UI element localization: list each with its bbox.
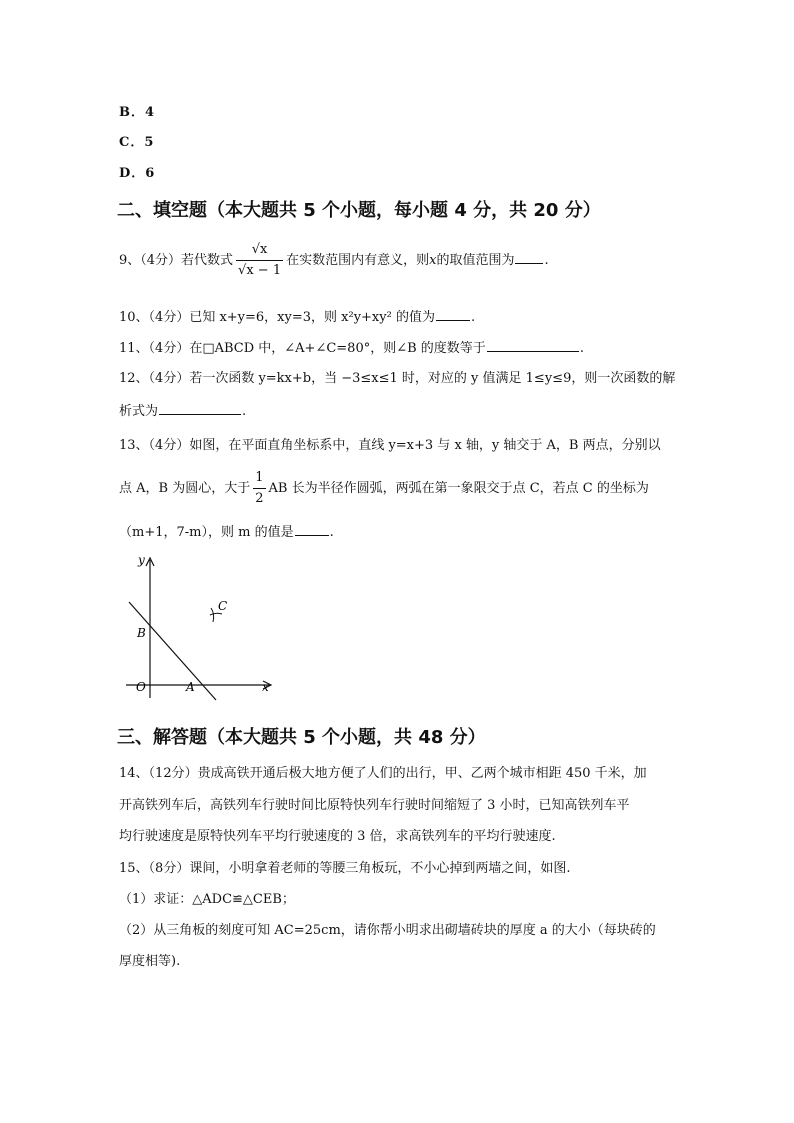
q10-text: 10、（4分）已知 x+y=6，xy=3，则 x²y+xy² 的值为 <box>119 310 435 325</box>
arc-mark-2 <box>210 613 222 615</box>
q13-frac-num: 1 <box>253 468 265 489</box>
q9-fraction <box>236 240 283 281</box>
q9-suffix: 的取值范围为 <box>436 253 515 268</box>
question-14-line-2: 开高铁列车后，高铁列车行驶时间比原特快列车行驶时间缩短了 3 小时，已知高铁列车平 <box>119 798 630 813</box>
question-13-line-3 <box>119 523 334 542</box>
question-12-line-1: 12、（4分）若一次函数 y=kx+b，当 −3≤x≤1 时，对应的 y 值满足 1≤y≤9，则一次函数的解 <box>119 371 676 386</box>
question-14-line-1: 14、（12分）贵成高铁开通后极大地方便了人们的出行，甲、乙两个城市相距 450 千米，加 <box>119 766 647 781</box>
question-15-part-2-line-2: 厚度相等). <box>119 954 181 969</box>
q9-numerator: √x <box>236 240 283 261</box>
q13-answer-blank[interactable] <box>295 523 329 536</box>
origin-label: O <box>136 680 146 694</box>
q9-var: x <box>429 253 437 268</box>
q13-line3-prefix: （m+1，7-m），则 m 的值是 <box>119 525 294 540</box>
q9-answer-blank[interactable] <box>515 251 543 264</box>
q9-prefix: 9、（4分）若代数式 <box>119 253 234 268</box>
question-13-line-2 <box>119 468 649 509</box>
q13-end: . <box>329 525 334 540</box>
q10-answer-blank[interactable] <box>436 308 470 321</box>
question-12-line-2 <box>119 402 246 421</box>
question-10 <box>119 308 475 327</box>
q9-end: . <box>544 253 549 268</box>
q13-line2-prefix: 点 A，B 为圆心，大于 <box>119 481 251 496</box>
question-15-part-2-line-1: （2）从三角板的刻度可知 AC=25cm，请你帮小明求出砌墙砖块的厚度 a 的大小（每块砖的 <box>119 923 656 938</box>
q13-coordinate-figure <box>118 548 282 706</box>
q13-line2-suffix: AB 长为半径作圆弧，两弧在第一象限交于点 C，若点 C 的坐标为 <box>268 481 649 496</box>
question-15-part-1: （1）求证：△ADC≌△CEB； <box>119 892 295 907</box>
q13-frac-den: 2 <box>255 491 264 506</box>
q11-answer-blank[interactable] <box>487 339 579 352</box>
q11-end: . <box>579 341 584 356</box>
q10-end: . <box>470 310 476 325</box>
point-c-label: C <box>218 599 228 613</box>
arc-mark-1 <box>211 608 214 622</box>
point-b-label: B <box>137 626 146 640</box>
question-9 <box>119 240 549 281</box>
section-3-title: 三、解答题（本大题共 5 个小题，共 48 分） <box>117 727 486 748</box>
q9-mid: 在实数范围内有意义，则 <box>286 253 430 268</box>
point-a-label: A <box>186 680 195 694</box>
option-b: B．4 <box>119 105 156 120</box>
option-c: C．5 <box>119 135 155 150</box>
q12-answer-blank[interactable] <box>159 402 241 415</box>
q13-fraction <box>253 468 265 509</box>
question-11 <box>119 339 584 358</box>
q11-text: 11、（4分）在□ABCD 中，∠A+∠C=80°，则∠B 的度数等于 <box>119 341 486 356</box>
q12-end: . <box>242 404 247 419</box>
option-d: D．6 <box>119 166 156 181</box>
question-14-line-3: 均行驶速度是原特快列车平均行驶速度的 3 倍，求高铁列车的平均行驶速度. <box>119 829 556 844</box>
q9-denominator: √x − 1 <box>238 263 282 278</box>
question-15-line-1: 15、（8分）课间，小明拿着老师的等腰三角板玩，不小心掉到两墙之间，如图. <box>119 861 571 876</box>
question-13-line-1: 13、（4分）如图，在平面直角坐标系中，直线 y=x+3 与 x 轴，y 轴交于 A，B 两点，分别以 <box>119 438 661 453</box>
y-axis-label: y <box>138 553 145 567</box>
q12-prefix: 析式为 <box>119 404 159 419</box>
section-2-title: 二、填空题（本大题共 5 个小题，每小题 4 分，共 20 分） <box>117 200 601 221</box>
x-axis-label: x <box>262 680 269 694</box>
